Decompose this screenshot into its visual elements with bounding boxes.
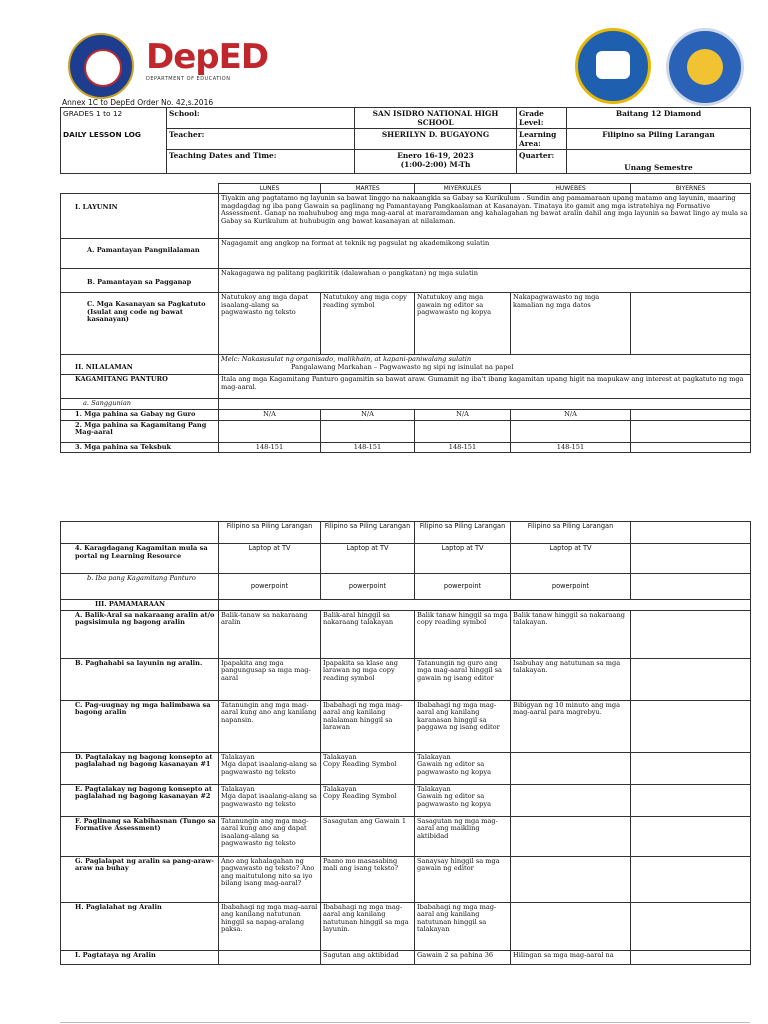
- cell: [511, 752, 631, 784]
- row-label: 2. Mga pahina sa Kagamitang Pang Mag-aaral: [61, 420, 219, 442]
- cell: Paano mo masasabing mali ang isang teksto?: [321, 856, 415, 902]
- cell: N/A: [415, 409, 511, 420]
- dates-value: [355, 150, 517, 174]
- cell: 148-151: [415, 442, 511, 453]
- cell: Ibabahagi ng mga mag-aaral ang kanilang karanasan hinggil sa paggawa ng isang editor: [415, 700, 511, 752]
- day-huwebes: HUWEBES: [511, 184, 631, 194]
- pamantayan-pagganap-label: B. Pamantayan sa Pagganap: [61, 269, 219, 293]
- kasanayan-cell: Natutukoy ang mga copy reading symbol: [321, 293, 415, 355]
- row-label: b. Iba pang Kagamitang Panturo: [61, 574, 219, 600]
- cell: [511, 856, 631, 902]
- cell: Gawain 2 sa pahina 36: [415, 950, 511, 964]
- cell: N/A: [219, 409, 321, 420]
- table-row: [61, 784, 751, 816]
- subject-header: Filipino sa Piling Larangan: [219, 522, 321, 544]
- cell: [631, 442, 751, 453]
- cell: Talakayan Copy Reading Symbol: [321, 784, 415, 816]
- day-martes: MARTES: [321, 184, 415, 194]
- row-label: D. Pagtalakay ng bagong konsepto at paglalahad ng bagong kasanayan #1: [61, 752, 219, 784]
- cell: [511, 816, 631, 856]
- cell: Hilingan sa mga mag-aaral na: [511, 950, 631, 964]
- cell: [219, 950, 321, 964]
- row-label: 1. Mga pahina sa Gabay ng Guro: [61, 409, 219, 420]
- cell: [631, 544, 751, 574]
- cell: [511, 784, 631, 816]
- cell: Ibabahagi ng mga mag-aaral ang kanilang natutunan hinggil sa napag-aralang paksa.: [219, 902, 321, 950]
- table-row: [61, 902, 751, 950]
- dates-label: Teaching Dates and Time:: [167, 150, 355, 174]
- subject-header-row: [61, 522, 751, 544]
- table-row: [61, 544, 751, 574]
- row-label: E. Pagtalakay ng bagong konsepto at paglalahad ng bagong kasanayan #2: [61, 784, 219, 816]
- cell: 148-151: [511, 442, 631, 453]
- cell: [631, 574, 751, 600]
- day-biyernes: BIYERNES: [631, 184, 751, 194]
- day-lunes: LUNES: [219, 184, 321, 194]
- row-label: B. Paghahabi sa layunin ng aralin.: [61, 658, 219, 700]
- topic-text: Pangalawang Markahan – Pagwawasto ng sipi ng isinulat na papel: [291, 362, 514, 371]
- table-row: [61, 420, 751, 442]
- row-label: F. Paglinang sa Kabihasnan (Tungo sa Formative Assessment): [61, 816, 219, 856]
- kasanayan-cell: Natutukoy ang mga dapat isaalang-alang sa pagwawasto ng teksto: [219, 293, 321, 355]
- cell: Isabuhay ang natutunan sa mga talakayan.: [511, 658, 631, 700]
- cell: Laptop at TV: [511, 544, 631, 574]
- school-logo: [575, 28, 651, 104]
- layunin-text: Tiyakin ang pagtatamo ng layunin sa bawat linggo na nakaangkla sa Gabay sa Kurikulum . Sundin ang pamamaraan upang matamo ang layunin, maaring magdagdag ng iba pang Gawain sa paglinang ng Pamantayang Pangkaalaman at Kasanayan. Tinataya ito gamit ang mga istratehiya ng Formative Assessment. Ganap na mahuhubog ang mga mag-aaral at mararamdaman ang kahalagahan ng bawat aralin dahil ang mga layunin sa bawat lingo ay mula sa Gabay sa Kurikulum at huhubugin ang bawat kasanayan at nilalaman.: [219, 194, 751, 239]
- page-divider: [60, 1022, 750, 1023]
- cell: [631, 610, 751, 658]
- day-miyerkules: MIYERKULES: [415, 184, 511, 194]
- cell: Sanaysay hinggil sa mga gawain ng editor: [415, 856, 511, 902]
- table-row: [61, 856, 751, 902]
- kasanayan-title: C. Mga Kasanayan sa Pagkatuto: [87, 300, 206, 308]
- table-row: [61, 574, 751, 600]
- cell: Ipapakita ang mga pangungusap sa mga mag-aaral: [219, 658, 321, 700]
- cell: [321, 420, 415, 442]
- cell: [631, 856, 751, 902]
- cell: [631, 752, 751, 784]
- nilalaman-label: II. NILALAMAN: [61, 355, 219, 375]
- school-name: SAN ISIDRO NATIONAL HIGH SCHOOL: [355, 108, 517, 129]
- cell: Ibabahagi ng mga mag-aaral ang kanilang natutunan hinggil sa talakayan: [415, 902, 511, 950]
- cell: Ibabahagi ng mga mag-aaral ang kanilang nalalaman hinggil sa larawan: [321, 700, 415, 752]
- cell: [631, 950, 751, 964]
- cell: Talakayan Gawain ng editor sa pagwawasto ng kopya: [415, 752, 511, 784]
- cell: [511, 902, 631, 950]
- days-header-row: [61, 184, 751, 194]
- subject-header: Filipino sa Piling Larangan: [321, 522, 415, 544]
- dates-text: Enero 16-19, 2023: [397, 151, 474, 160]
- kasanayan-sub: (Isulat ang code ng bawat kasanayan): [87, 307, 183, 324]
- deped-logo: [146, 37, 269, 100]
- cell: [631, 409, 751, 420]
- cell: [511, 420, 631, 442]
- nilalaman-text: [219, 355, 751, 375]
- row-label: H. Paglalahat ng Aralin: [61, 902, 219, 950]
- log-title: DAILY LESSON LOG: [61, 129, 167, 150]
- cell: Ano ang kahalagahan ng pagwawasto ng teksto? Ano ang maitutulong nito sa iyo bilang isang mag-aaral?: [219, 856, 321, 902]
- deped-brand-text: DepED: [146, 37, 269, 77]
- subject-header: Filipino sa Piling Larangan: [511, 522, 631, 544]
- kasanayan-cell: [631, 293, 751, 355]
- lesson-table-2: [60, 521, 751, 965]
- kagamitan-text: Itala ang mga Kagamitang Panturo gagamitin sa bawat araw. Gumamit ng iba't ibang kagamitan upang higit na mapukaw ang interest at pagkatuto ng mga mag-aaral.: [219, 375, 751, 399]
- grade-level-label: Grade Level:: [517, 108, 567, 129]
- cell: Balik tanaw hinggil sa mga copy reading symbol: [415, 610, 511, 658]
- grade-level-value: Baitang 12 Diamond: [567, 108, 751, 129]
- pamantayan-pangnilalaman-label: A. Pamantayan Pangnilalaman: [61, 239, 219, 269]
- cell: Laptop at TV: [321, 544, 415, 574]
- row-label: A. Balik-Aral sa nakaraang aralin at/o pagsisimula ng bagong aralin: [61, 610, 219, 658]
- cell: Tatanungin ang mga mag-aaral kung ano ang kanilang napansin.: [219, 700, 321, 752]
- cell: Sagutan ang aktibidad: [321, 950, 415, 964]
- deped-seal-logo: [68, 33, 134, 99]
- teacher-label: Teacher:: [167, 129, 355, 150]
- annex-reference: Annex 1C to DepEd Order No. 42,s.2016: [62, 98, 214, 107]
- cell: Bibigyan ng 10 minuto ang mga mag-aaral para magrebyu.: [511, 700, 631, 752]
- row-label: 3. Mga pahina sa Teksbuk: [61, 442, 219, 453]
- kasanayan-cell: Natutukoy ang mga gawain ng editor sa pagwawasto ng kopya: [415, 293, 511, 355]
- cell: powerpoint: [321, 574, 415, 600]
- melc-text: Melc: Nakasusulat ng organisado, malikhain, at kapani-paniwalang sulatin: [221, 355, 472, 363]
- cell: powerpoint: [415, 574, 511, 600]
- pamamaraan-label: III. PAMAMARAAN: [61, 600, 219, 611]
- kasanayan-label: [61, 293, 219, 355]
- division-logo: [666, 28, 744, 106]
- table-row: [61, 409, 751, 420]
- row-label: C. Pag-uugnay ng mga halimbawa sa bagong aralin: [61, 700, 219, 752]
- learning-area-value: Filipino sa Piling Larangan: [567, 129, 751, 150]
- row-label: I. Pagtataya ng Aralin: [61, 950, 219, 964]
- pamantayan-pagganap-text: Nakagagawa ng palitang pagkiritik (dalawahan o pangkatan) ng mga sulatin: [219, 269, 751, 293]
- subject-header: Filipino sa Piling Larangan: [415, 522, 511, 544]
- cell: [631, 816, 751, 856]
- cell: N/A: [511, 409, 631, 420]
- cell: Balik-tanaw sa nakaraang aralin: [219, 610, 321, 658]
- kasanayan-cell: Nakapagwawasto ng mga kamalian ng mga datos: [511, 293, 631, 355]
- teacher-name: SHERILYN D. BUGAYONG: [355, 129, 517, 150]
- cell: [415, 420, 511, 442]
- row-label: 4. Karagdagang Kagamitan mula sa portal ng Learning Resource: [61, 544, 219, 574]
- cell: N/A: [321, 409, 415, 420]
- pamantayan-pangnilalaman-text: Nagagamit ang angkop na format at teknik ng pagsulat ng akademikong sulatin: [219, 239, 751, 269]
- kagamitan-label: KAGAMITANG PANTURO: [61, 375, 219, 399]
- row-label: G. Paglalapat ng aralin sa pang-araw-araw na buhay: [61, 856, 219, 902]
- cell: Sasagutan ang Gawain 1: [321, 816, 415, 856]
- lesson-table-1: [60, 183, 751, 453]
- cell: [631, 658, 751, 700]
- cell: [631, 784, 751, 816]
- layunin-label: I. LAYUNIN: [61, 194, 219, 239]
- cell: Sasagutan ng mga mag-aaral ang maikling aktibidad: [415, 816, 511, 856]
- cell: [631, 902, 751, 950]
- table-row: [61, 610, 751, 658]
- quarter-label: Quarter:: [517, 150, 567, 174]
- table-row: [61, 658, 751, 700]
- cell: powerpoint: [219, 574, 321, 600]
- cell: [219, 420, 321, 442]
- cell: 148-151: [219, 442, 321, 453]
- table-row: [61, 700, 751, 752]
- cell: powerpoint: [511, 574, 631, 600]
- cell: Talakayan Mga dapat isaalang-alang sa pagwawasto ng teksto: [219, 752, 321, 784]
- grades-label: GRADES 1 to 12: [61, 108, 167, 129]
- table-row: [61, 816, 751, 856]
- cell: Talakayan Mga dapat isaalang-alang sa pagwawasto ng teksto: [219, 784, 321, 816]
- cell: Laptop at TV: [219, 544, 321, 574]
- cell: Laptop at TV: [415, 544, 511, 574]
- cell: Tatanungin ng guro ang mga mag-aaral hinggil sa gawain ng isang editor: [415, 658, 511, 700]
- sanggunian-label: a. Sanggunian: [61, 399, 219, 410]
- deped-subtitle: DEPARTMENT OF EDUCATION: [146, 76, 231, 82]
- cell: Balik tanaw hinggil sa nakaraang talakayan.: [511, 610, 631, 658]
- table-row: [61, 442, 751, 453]
- cell: Ipapakita sa klase ang larawan ng mga copy reading symbol: [321, 658, 415, 700]
- cell: Ibabahagi ng mga mag-aaral ang kanilang natutunan hinggil sa mga layunin.: [321, 902, 415, 950]
- table-row: [61, 950, 751, 964]
- learning-area-label: Learning Area:: [517, 129, 567, 150]
- cell: Tatanungin ang mga mag-aaral kung ano ang dapat isaalang-alang sa pagwawasto ng teksto: [219, 816, 321, 856]
- info-table: [60, 107, 751, 174]
- school-label: School:: [167, 108, 355, 129]
- cell: [631, 420, 751, 442]
- pamamaraan-rows: [61, 610, 751, 964]
- quarter-value: Unang Semestre: [567, 150, 751, 174]
- table-row: [61, 752, 751, 784]
- time-text: (1:00-2:00) M-Th: [400, 160, 471, 169]
- cell: Talakayan Copy Reading Symbol: [321, 752, 415, 784]
- cell: [631, 700, 751, 752]
- subject-header: [631, 522, 751, 544]
- cell: Balik-aral hinggil sa nakaraang talakayan: [321, 610, 415, 658]
- cell: 148-151: [321, 442, 415, 453]
- cell: Talakayan Gawain ng editor sa pagwawasto ng kopya: [415, 784, 511, 816]
